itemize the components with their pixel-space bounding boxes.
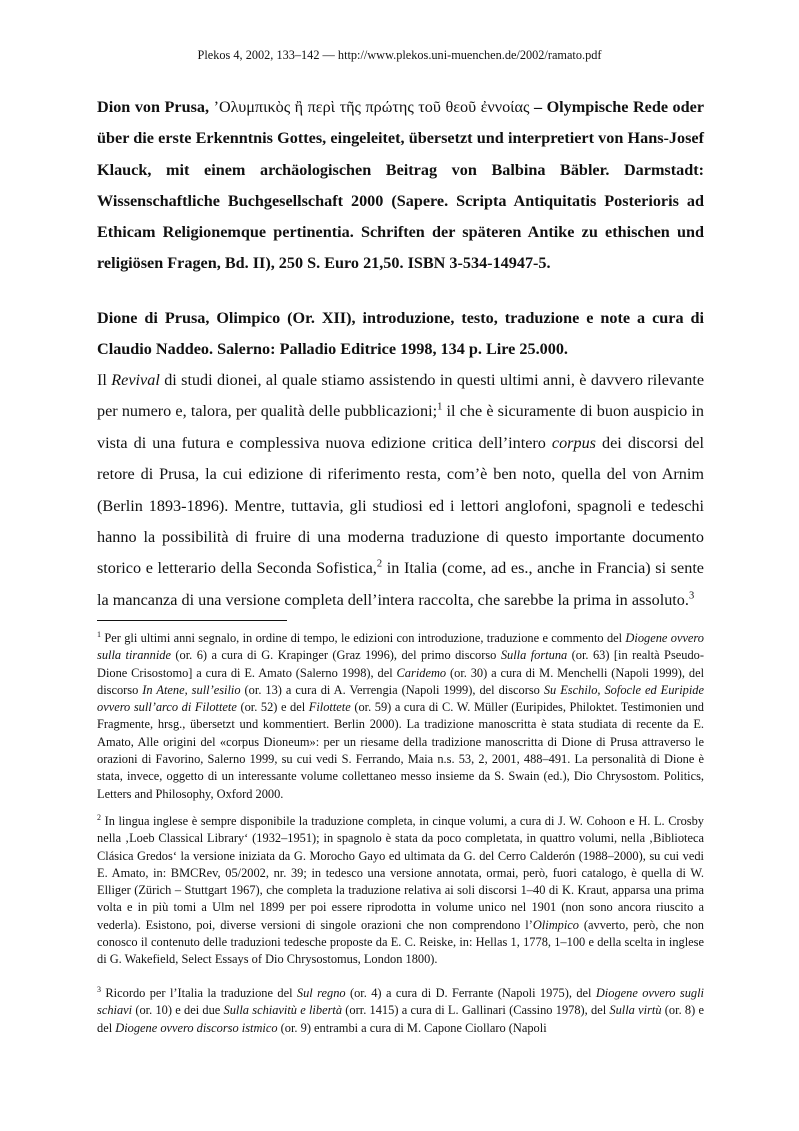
footnote-marker[interactable]: 1 — [97, 629, 102, 639]
italic-text: Caridemo — [396, 665, 447, 680]
italic-text: Filottete — [308, 700, 351, 715]
text-run: il che è sicuramente di buon auspicio in vista di una futura e complessiva nuova edizione critica dell’intero — [97, 402, 704, 452]
text-run: (or. 63) [in realtà Pseudo-Dione Crisostomo] a cura di E. Amato (Salerno 1998), del — [97, 648, 704, 680]
text-run: (or. 9) entrambi a cura di M. Capone Ciollaro (Napoli — [277, 1020, 547, 1035]
italic-text: Sulla schiavitù e libertà — [223, 1003, 343, 1018]
text-run: (or. 59) a cura di C. W. Müller (Euripides, Philoktet. Testimonien und Fragmente, hrsg., übersetzt und kommentiert. Berlin 2000). La tradizione manoscritta è stata studiata di recente da E. Amato, Alle origini del «corpus Dioneum»: per un riesame della tradizione manoscritta di Dione di Prusa attraverso le orazioni di Favorino, Salerno 1999, su cui vedi S. Ferrando, Maia n.s. 53, 2, 2001, 488–491. La personalità di Dione è stata, invece, oggetto di un interessante volume collettaneo messo insieme da S. Swain (ed.), Dio Chrysostom. Politics, Letters and Philosophy, Oxford 2000. — [97, 700, 704, 801]
footnote-marker[interactable]: 3 — [688, 590, 695, 602]
text-run: (or. 4) a cura di D. Ferrante (Napoli 1975), del — [345, 986, 596, 1000]
text-run: – Olympische Rede oder über die erste Erkenntnis Gottes, eingeleitet, übersetzt und interpretiert von Hans-Josef Klauck, mit einem archäologischen Beitrag von Balbina Bäbler. Darmstadt: Wissenschaftliche Buchgesellschaft 2000 (Sapere. Scripta Antiquitatis Posterioris ad Ethicam Religionemque pertinentia. Schriften der späteren Antike zu ethischen und religiösen Fragen, Bd. II), 250 S. Euro 21,50. ISBN 3-534-14947-5. — [97, 98, 705, 273]
text-run: di studi dionei, al quale stiamo assistendo in questi ultimi anni, è davvero rilevante per numero e, talora, per qualità delle pubblicazioni; — [97, 371, 704, 421]
italic-text: Sul regno — [296, 986, 346, 1000]
footnote-2 — [97, 813, 704, 969]
italic-text: Sulla virtù — [609, 1003, 662, 1018]
italic-text: Sulla fortuna — [500, 648, 568, 663]
italic-text: corpus — [551, 433, 596, 452]
text-run: Ricordo per l’Italia la traduzione del — [101, 986, 297, 1000]
body-paragraph — [97, 365, 704, 616]
italic-text: Revival — [111, 371, 160, 389]
footnote-marker[interactable]: 3 — [97, 984, 102, 994]
footnote-marker[interactable]: 1 — [437, 402, 443, 414]
footnote-1 — [97, 630, 704, 803]
text-run: in Italia (come, ad es., anche in Francia) si sente la mancanza di una versione completa dell’intera raccolta, che sarebbe la prima in assoluto. — [97, 559, 704, 609]
footnote-3 — [97, 985, 704, 1037]
footnote-marker[interactable]: 2 — [97, 812, 102, 822]
text-run: (or. 6) a cura di G. Krapinger (Graz 1996), del primo discorso — [170, 648, 501, 663]
italic-text: Diogene ovvero sugli schiavi — [97, 986, 704, 1018]
text-run: Dione di Prusa, Olimpico (Or. XII), introduzione, testo, traduzione e note a cura di Claudio Naddeo. Salerno: Palladio Editrice 1998, 134 p. Lire 25.000. — [97, 309, 704, 359]
text-run: (or. 8) e del — [97, 1003, 704, 1035]
italic-text: Diogene ovvero discorso istmico — [115, 1020, 278, 1035]
text-run: Dion von Prusa, — [97, 98, 214, 116]
text-run: (orr. 1415) a cura di L. Gallinari (Cassino 1978), del — [342, 1003, 610, 1018]
italic-text: Su Eschilo, Sofocle ed Euripide ovvero sull’arco di Filottete — [97, 682, 704, 715]
footnote-separator — [97, 620, 287, 621]
text-run: (or. 30) a cura di M. Menchelli (Napoli 1999), del discorso — [97, 665, 705, 697]
greek-title: ʼΟλυμπικὸς ἢ περὶ τῆς πρώτης τοῦ θεοῦ ἐννοίας — [213, 98, 530, 116]
text-run: dei discorsi del retore di Prusa, la cui edizione di riferimento resta, com’è ben noto, quella del von Arnim (Berlin 1893-1896). Mentre, tuttavia, gli studiosi ed i lettori anglofoni, spagnoli e tedeschi hanno la possibilità di fruire di una moderna traduzione di questo importante documento storico e letterario della Seconda Sofistica, — [97, 433, 704, 578]
text-run: (avverto, però, che non conosco il contenuto delle traduzioni tedesche proposte da E. C. Reiske, in: Hellas 1, 1778, 1–100 e della scelta in inglese di G. Wakefield, Select Essays of Dio Chrysostomus, London 1800). — [97, 917, 704, 967]
italic-text: Olimpico — [532, 917, 579, 932]
review-heading-2 — [97, 303, 704, 366]
text-run: (or. 13) a cura di A. Verrengia (Napoli 1999), del discorso — [240, 682, 544, 697]
text-run: Il — [97, 371, 112, 389]
italic-text: In Atene, sull’esilio — [142, 682, 241, 697]
footnote-marker[interactable]: 2 — [376, 559, 383, 571]
text-run: In lingua inglese è sempre disponibile la traduzione completa, in cinque volumi, a cura di J. W. Cohoon e H. L. Crosby nella ‚Loeb Classical Library‘ (1932–1951); in spagnolo è stata da poco completata, in quattro volumi, nella ‚Biblioteca Clásica Gredos‘ la versione iniziata da G. Morocho Gayo ed ultimata da G. del Cerro Calderón (1988–2000), su cui vedi E. Amato, in: BMCRev, 05/2002, nr. 39; in tedesco una versione annotata, ormai, però, fuori catalogo, è quella di W. Elliger (Zürich – Stuttgart 1967), che completa la traduzione relativa ai soli discorsi 1–40 di K. Kraut, apparsa una prima volta e in più tomi a Ulm nel 1899 per poi essere riprodotta in volume unico nel 1901 (non sono ancora riuscito a vederla). Esistono, poi, diverse versioni di singole orazioni che non comprendono l’ — [97, 814, 704, 932]
text-run: Per gli ultimi anni segnalo, in ordine di tempo, le edizioni con introduzione, traduzione e commento del — [101, 631, 626, 645]
running-header: Plekos 4, 2002, 133–142 — http://www.plekos.uni-muenchen.de/2002/ramato.pdf — [197, 48, 602, 62]
text-run: (or. 10) e dei due — [132, 1003, 224, 1018]
review-heading-1 — [97, 92, 704, 280]
italic-text: Diogene ovvero sulla tirannide — [97, 631, 704, 663]
text-run: (or. 52) e del — [236, 700, 309, 715]
